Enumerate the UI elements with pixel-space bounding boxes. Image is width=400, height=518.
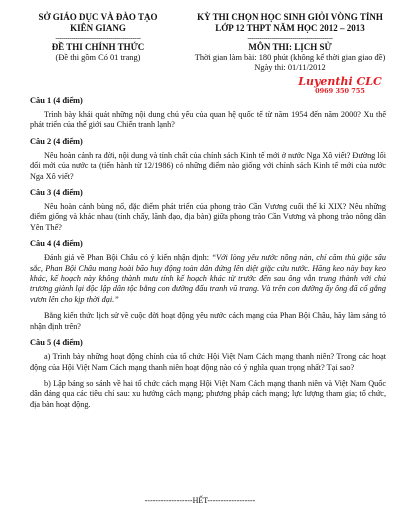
logo-phone: 0969 350 755 bbox=[315, 87, 365, 95]
question-text: Trình bày khái quát những nội dung chủ yếu của quan hệ quốc tế từ năm 1954 đến năm 2000? Xu thế phát triển của thế giới sau Chiến tranh lạnh? bbox=[30, 110, 386, 130]
official-exam-label: ĐỀ THI CHÍNH THỨC bbox=[51, 42, 145, 52]
logo-name: Luyenthi CLC bbox=[298, 75, 382, 88]
quote-text: “Với lòng yêu nước nồng nàn, chí căm thù giặc sâu sắc, Phan Bội Châu mang hoài bão huy động toàn dân đứng lên diệt giặc cứu nước. Hăng keo này bay keo khác, kế hoạch này không thành mưu tính kế hoạch khác từ trước đến sau ông vẫn trung thành với chủ trương giành lại độc lập dân tộc bằng con đường đấu tranh vũ trang. Và trên con đường ấy ông đã cố gắng vươn lên cho kịp thời đại.” bbox=[30, 253, 386, 304]
grade-year: LỚP 12 THPT NĂM HỌC 2012 – 2013 bbox=[215, 23, 365, 33]
question-text: Nêu hoàn cảnh bùng nổ, đặc điểm phát triển của phong trào Cần Vương cuối thế kỉ XIX? Nêu những điểm giống và khác nhau (tính chấy, lãnh đạo, địa bàn) giữa phong trào Cần Vương và phong trào nông dân Yên Thế? bbox=[30, 202, 386, 232]
end-marker: ------------------HẾT------------------ bbox=[144, 496, 256, 505]
header-right bbox=[192, 12, 388, 73]
header-left-separator: ------------------------------------------ bbox=[55, 34, 141, 42]
question-text bbox=[30, 253, 386, 305]
quote-intro: Đánh giá về Phan Bội Châu có ý kiến nhận định: bbox=[44, 253, 212, 263]
exam-name: KỲ THI CHỌN HỌC SINH GIỎI VÒNG TỈNH bbox=[197, 12, 383, 22]
question-text: Bằng kiến thức lịch sử về cuộc đời hoạt động yêu nước cách mạng của Phan Bội Châu, hãy làm sáng tỏ nhận định trên? bbox=[30, 311, 386, 331]
questions-body bbox=[30, 96, 386, 416]
question-text: a) Trình bày những hoạt động chính của tổ chức Hội Việt Nam Cách mạng thanh niên? Trong các hoạt động của Hội Việt Nam Cách mạng thanh niên hoạt động nào có ý nghĩa quan trọng nhất? Tại sao? bbox=[30, 352, 386, 372]
question-title: Câu 4 (4 điểm) bbox=[30, 239, 83, 249]
time-limit: Thời gian làm bài: 180 phút (không kể thời gian giao đề) bbox=[194, 53, 386, 62]
department-name: SỞ GIÁO DỤC VÀ ĐÀO TẠO bbox=[38, 12, 158, 22]
question-title: Câu 5 (4 điểm) bbox=[30, 338, 83, 348]
subject: MÔN THI: LỊCH SỬ bbox=[248, 42, 332, 52]
question-title: Câu 3 (4 điểm) bbox=[30, 188, 83, 198]
province-name: KIÊN GIANG bbox=[70, 23, 126, 33]
question-text: Nêu hoàn cảnh ra đời, nội dung và tính chất của chính sách Kinh tế mới ở nước Nga Xô viết? Đường lối đổi mới của nước ta (tiến hành từ 12/1986) có những điểm nào giống với chính sách Kinh tế mới của nước Nga Xô viết? bbox=[30, 150, 386, 181]
header-right-separator: ------------------------------------------ bbox=[247, 34, 333, 42]
watermark-logo bbox=[292, 76, 388, 95]
question-title: Câu 1 (4 điểm) bbox=[30, 96, 83, 105]
pages-note: (Đề thi gồm Có 01 trang) bbox=[55, 53, 141, 62]
question-text: b) Lập bảng so sánh về hai tổ chức cách mạng Hội Việt Nam Cách mạng thanh niên và Việt Nam Quốc dân đảng qua các tiêu chí sau: xu hướng cách mạng; phương pháp cách mạng; lực lượng tham gia; tổ chức, địa bàn hoạt động. bbox=[30, 378, 386, 409]
question-title: Câu 2 (4 điểm) bbox=[30, 136, 83, 146]
exam-date: Ngày thi: 01/11/2012 bbox=[254, 63, 326, 72]
header-left bbox=[18, 12, 178, 63]
